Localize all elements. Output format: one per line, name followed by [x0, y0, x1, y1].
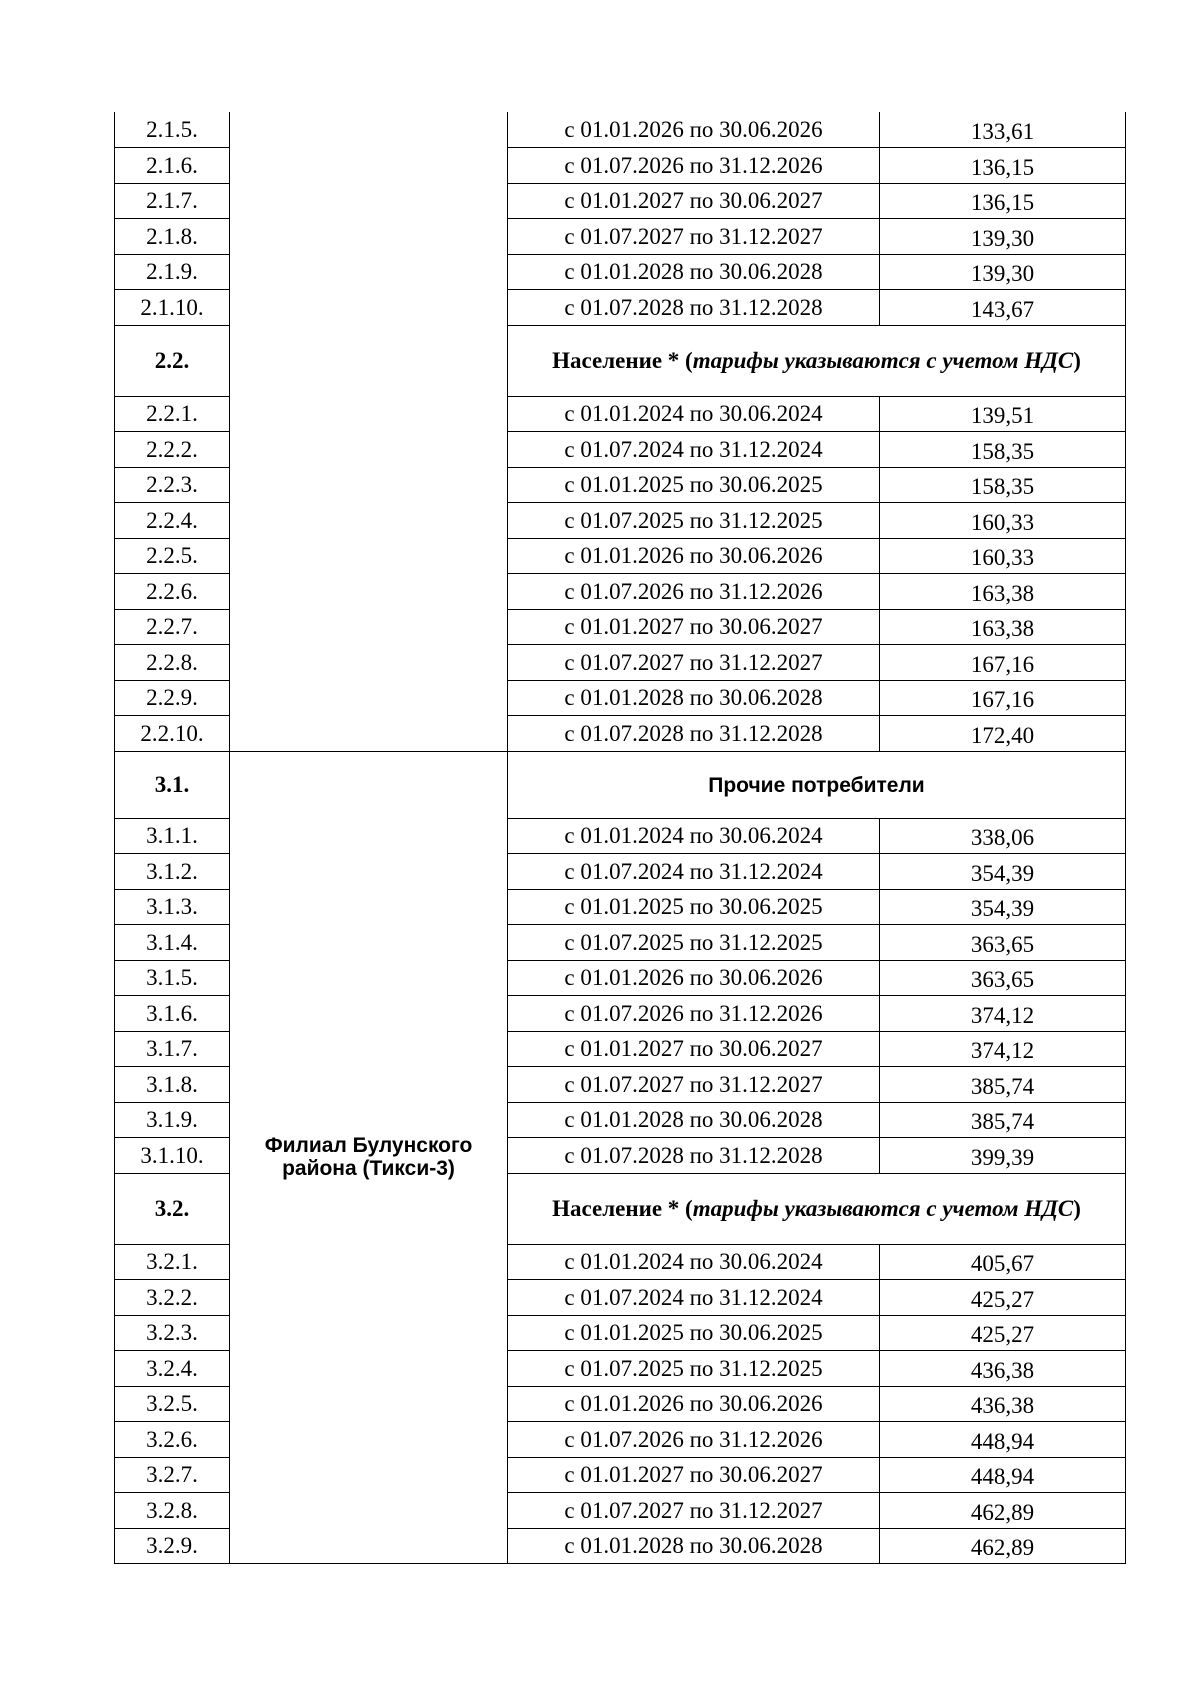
row-number: 3.1.4.	[115, 925, 230, 961]
row-number: 2.1.7.	[115, 183, 230, 219]
table-row	[115, 112, 1126, 148]
section-title-note: тарифы указываются с учетом НДС	[692, 1195, 1074, 1221]
period-cell: с 01.07.2028 по 31.12.2028	[508, 716, 880, 752]
tariff-value: 385,74	[880, 1102, 1126, 1138]
branch-cell-continued	[230, 112, 508, 751]
tariff-value: 363,65	[880, 960, 1126, 996]
section-title	[508, 325, 1126, 396]
row-number: 2.2.4.	[115, 503, 230, 539]
period-cell: с 01.01.2026 по 30.06.2026	[508, 960, 880, 996]
period-cell: с 01.07.2027 по 31.12.2027	[508, 1493, 880, 1529]
tariff-value: 133,61	[880, 112, 1126, 148]
period-cell: с 01.07.2024 по 31.12.2024	[508, 432, 880, 468]
tariff-value: 436,38	[880, 1351, 1126, 1387]
row-number: 2.1.6.	[115, 148, 230, 184]
period-cell: с 01.01.2027 по 30.06.2027	[508, 1457, 880, 1493]
period-cell: с 01.07.2028 по 31.12.2028	[508, 290, 880, 326]
tariff-value: 158,35	[880, 467, 1126, 503]
section-number: 3.2.	[115, 1173, 230, 1244]
tariff-value: 172,40	[880, 716, 1126, 752]
section-title-text: Прочие потребители	[708, 773, 925, 797]
tariff-value: 167,16	[880, 645, 1126, 681]
tariff-value: 143,67	[880, 290, 1126, 326]
branch-name-cell	[230, 751, 508, 1564]
tariff-value: 139,30	[880, 254, 1126, 290]
tariff-value: 136,15	[880, 148, 1126, 184]
tariff-value: 338,06	[880, 818, 1126, 854]
row-number: 3.2.2.	[115, 1280, 230, 1316]
section-number: 3.1.	[115, 751, 230, 818]
tariff-value: 462,89	[880, 1493, 1126, 1529]
tariff-value: 399,39	[880, 1138, 1126, 1174]
tariff-value: 374,12	[880, 996, 1126, 1032]
row-number: 3.2.9.	[115, 1528, 230, 1564]
tariff-value: 448,94	[880, 1457, 1126, 1493]
tariff-value: 385,74	[880, 1067, 1126, 1103]
row-number: 3.1.6.	[115, 996, 230, 1032]
tariff-value: 436,38	[880, 1386, 1126, 1422]
row-number: 3.1.10.	[115, 1138, 230, 1174]
row-number: 2.1.8.	[115, 219, 230, 255]
tariff-value: 425,27	[880, 1315, 1126, 1351]
section-number: 2.2.	[115, 325, 230, 396]
period-cell: с 01.01.2024 по 30.06.2024	[508, 396, 880, 432]
period-cell: с 01.01.2028 по 30.06.2028	[508, 680, 880, 716]
period-cell: с 01.07.2024 по 31.12.2024	[508, 854, 880, 890]
tariff-value: 167,16	[880, 680, 1126, 716]
tariff-value: 160,33	[880, 538, 1126, 574]
period-cell: с 01.01.2026 по 30.06.2026	[508, 112, 880, 148]
row-number: 2.2.8.	[115, 645, 230, 681]
section-title-prefix: Население * (	[552, 1195, 693, 1221]
section-title-note: тарифы указываются с учетом НДС	[692, 347, 1074, 373]
row-number: 3.1.7.	[115, 1031, 230, 1067]
section-title-suffix: )	[1073, 1195, 1081, 1221]
tariff-value: 160,33	[880, 503, 1126, 539]
tariff-value: 448,94	[880, 1422, 1126, 1458]
tariff-value: 462,89	[880, 1528, 1126, 1564]
tariff-value: 363,65	[880, 925, 1126, 961]
tariff-value: 354,39	[880, 854, 1126, 890]
row-number: 2.2.9.	[115, 680, 230, 716]
tariff-value: 136,15	[880, 183, 1126, 219]
branch-name-line1: Филиал Булунского	[264, 1134, 473, 1158]
period-cell: с 01.01.2027 по 30.06.2027	[508, 609, 880, 645]
row-number: 3.1.2.	[115, 854, 230, 890]
tariff-value: 374,12	[880, 1031, 1126, 1067]
branch-name-line2: района (Тикси-3)	[282, 1157, 455, 1181]
tariff-value: 158,35	[880, 432, 1126, 468]
row-number: 3.2.7.	[115, 1457, 230, 1493]
row-number: 3.2.3.	[115, 1315, 230, 1351]
row-number: 2.2.7.	[115, 609, 230, 645]
section-header-row	[115, 751, 1126, 818]
tariff-value: 425,27	[880, 1280, 1126, 1316]
row-number: 3.2.1.	[115, 1244, 230, 1280]
period-cell: с 01.07.2027 по 31.12.2027	[508, 645, 880, 681]
period-cell: с 01.01.2025 по 30.06.2025	[508, 889, 880, 925]
row-number: 2.1.5.	[115, 112, 230, 148]
row-number: 3.1.9.	[115, 1102, 230, 1138]
row-number: 3.2.6.	[115, 1422, 230, 1458]
period-cell: с 01.01.2028 по 30.06.2028	[508, 1102, 880, 1138]
row-number: 2.1.10.	[115, 290, 230, 326]
period-cell: с 01.01.2028 по 30.06.2028	[508, 254, 880, 290]
row-number: 2.2.5.	[115, 538, 230, 574]
tariff-value: 354,39	[880, 889, 1126, 925]
tariff-value: 139,51	[880, 396, 1126, 432]
period-cell: с 01.07.2026 по 31.12.2026	[508, 1422, 880, 1458]
period-cell: с 01.01.2028 по 30.06.2028	[508, 1528, 880, 1564]
period-cell: с 01.01.2024 по 30.06.2024	[508, 1244, 880, 1280]
period-cell: с 01.01.2024 по 30.06.2024	[508, 818, 880, 854]
section-title	[508, 751, 1126, 818]
period-cell: с 01.01.2027 по 30.06.2027	[508, 1031, 880, 1067]
period-cell: с 01.01.2025 по 30.06.2025	[508, 1315, 880, 1351]
section-title-prefix: Население * (	[552, 347, 693, 373]
tariff-value: 163,38	[880, 574, 1126, 610]
row-number: 3.1.5.	[115, 960, 230, 996]
row-number: 2.2.6.	[115, 574, 230, 610]
period-cell: с 01.01.2025 по 30.06.2025	[508, 467, 880, 503]
row-number: 3.2.5.	[115, 1386, 230, 1422]
tariff-value: 405,67	[880, 1244, 1126, 1280]
period-cell: с 01.07.2027 по 31.12.2027	[508, 219, 880, 255]
period-cell: с 01.07.2027 по 31.12.2027	[508, 1067, 880, 1103]
period-cell: с 01.07.2025 по 31.12.2025	[508, 503, 880, 539]
row-number: 3.1.3.	[115, 889, 230, 925]
row-number: 3.2.8.	[115, 1493, 230, 1529]
period-cell: с 01.07.2025 по 31.12.2025	[508, 1351, 880, 1387]
period-cell: с 01.01.2026 по 30.06.2026	[508, 538, 880, 574]
row-number: 3.1.1.	[115, 818, 230, 854]
section-title	[508, 1173, 1126, 1244]
row-number: 2.2.1.	[115, 396, 230, 432]
period-cell: с 01.07.2024 по 31.12.2024	[508, 1280, 880, 1316]
period-cell: с 01.07.2028 по 31.12.2028	[508, 1138, 880, 1174]
row-number: 2.1.9.	[115, 254, 230, 290]
row-number: 3.1.8.	[115, 1067, 230, 1103]
section-title-suffix: )	[1073, 347, 1081, 373]
period-cell: с 01.07.2026 по 31.12.2026	[508, 148, 880, 184]
period-cell: с 01.07.2025 по 31.12.2025	[508, 925, 880, 961]
row-number: 2.2.3.	[115, 467, 230, 503]
tariff-table	[114, 112, 1126, 1564]
tariff-value: 163,38	[880, 609, 1126, 645]
period-cell: с 01.01.2026 по 30.06.2026	[508, 1386, 880, 1422]
period-cell: с 01.07.2026 по 31.12.2026	[508, 996, 880, 1032]
tariff-table-body	[115, 112, 1126, 1564]
period-cell: с 01.07.2026 по 31.12.2026	[508, 574, 880, 610]
period-cell: с 01.01.2027 по 30.06.2027	[508, 183, 880, 219]
tariff-value: 139,30	[880, 219, 1126, 255]
row-number: 3.2.4.	[115, 1351, 230, 1387]
row-number: 2.2.10.	[115, 716, 230, 752]
row-number: 2.2.2.	[115, 432, 230, 468]
